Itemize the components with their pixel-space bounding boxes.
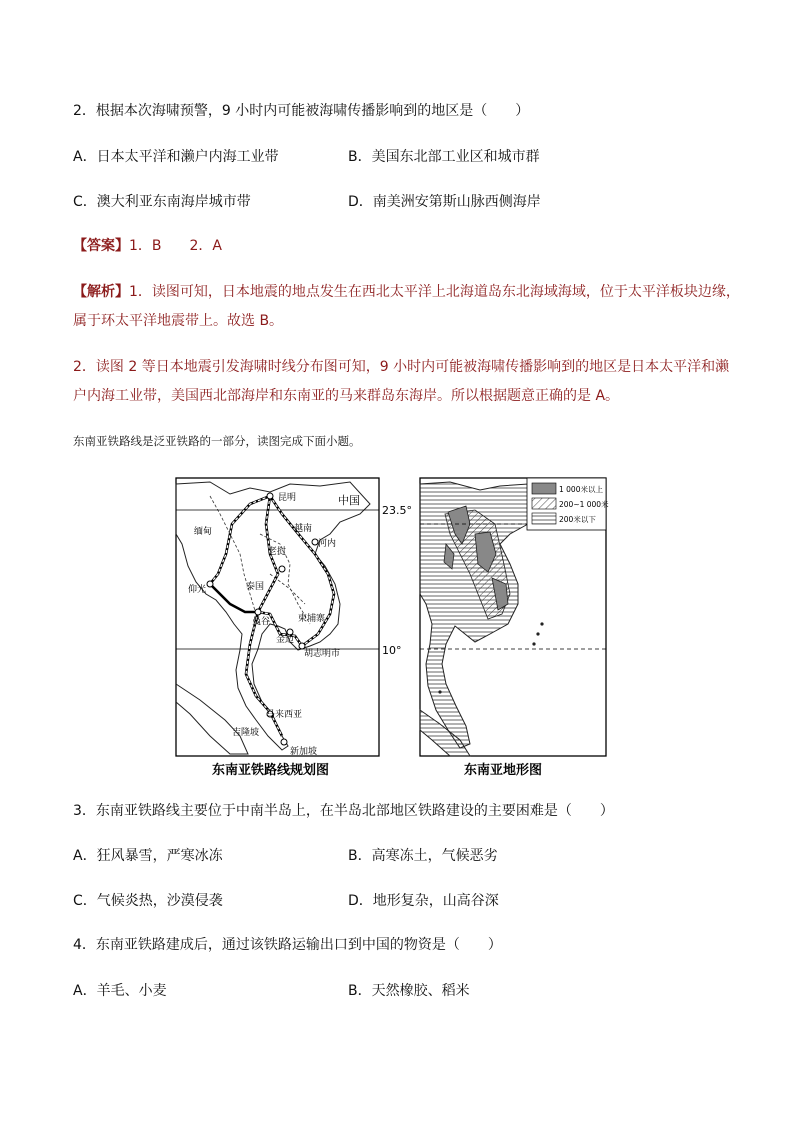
question-4-stem: 4．东南亚铁路建成后，通过该铁路运输出口到中国的物资是（ ） bbox=[73, 937, 502, 953]
legend-swatch-high bbox=[532, 483, 556, 494]
analysis-line-2: 属于环太平洋地震带上。故选 B。 bbox=[73, 313, 284, 329]
question-4-option-a: A．羊毛、小麦 bbox=[73, 983, 167, 999]
city-kunming-marker bbox=[267, 493, 273, 499]
legend-label-high: 1 000米以上 bbox=[559, 485, 603, 494]
intro-text: 东南亚铁路线是泛亚铁路的一部分，读图完成下面小题。 bbox=[73, 434, 361, 448]
question-3-option-d: D．地形复杂，山高谷深 bbox=[348, 893, 499, 909]
right-map-island-4 bbox=[438, 690, 441, 693]
label-hanoi: 河内 bbox=[318, 539, 337, 549]
question-2-option-b: B．美国东北部工业区和城市群 bbox=[348, 149, 540, 165]
label-lat-10: 10° bbox=[382, 644, 402, 657]
right-map-caption: 东南亚地形图 bbox=[464, 763, 543, 778]
label-hcm: 胡志明市 bbox=[304, 649, 341, 659]
legend-swatch-low bbox=[532, 513, 556, 524]
question-3-option-a: A．狂风暴雪，严寒冰冻 bbox=[73, 848, 223, 864]
question-2-stem: 2．根据本次海啸预警，9 小时内可能被海啸传播影响到的地区是（ ） bbox=[73, 103, 530, 119]
legend-swatch-mid bbox=[532, 498, 556, 509]
question-3-stem: 3．东南亚铁路线主要位于中南半岛上，在半岛北部地区铁路建设的主要困难是（ ） bbox=[73, 803, 614, 819]
question-3-option-b: B．高寒冻土，气候恶劣 bbox=[348, 848, 498, 864]
right-map bbox=[420, 478, 609, 778]
right-map-island-3 bbox=[532, 642, 535, 645]
question-2-option-c: C．澳大利亚东南海岸城市带 bbox=[73, 194, 251, 210]
label-kunming: 昆明 bbox=[278, 493, 297, 503]
question-3-option-c: C．气候炎热，沙漠侵袭 bbox=[73, 893, 223, 909]
question-2-option-a: A．日本太平洋和濑户内海工业带 bbox=[73, 149, 279, 165]
label-singapore: 新加坡 bbox=[290, 747, 318, 757]
label-vietnam: 越南 bbox=[294, 524, 313, 534]
city-bangkok-marker bbox=[255, 609, 261, 615]
analysis-text-1: 1．读图可知，日本地震的地点发生在西北太平洋上北海道岛东北海域海域，位于太平洋板块边缘， bbox=[129, 284, 740, 300]
analysis-label: 【解析】 bbox=[73, 284, 129, 300]
left-map-caption: 东南亚铁路线规划图 bbox=[212, 763, 330, 778]
label-malaysia: 马来西亚 bbox=[266, 710, 303, 720]
label-bangkok: 曼谷 bbox=[252, 617, 271, 627]
right-map-island-2 bbox=[536, 632, 539, 635]
legend-label-low: 200米以下 bbox=[559, 515, 596, 524]
answer-text: 1．B 2．A bbox=[129, 238, 222, 254]
maps-svg bbox=[170, 474, 610, 779]
label-phnompenh: 金边 bbox=[276, 635, 295, 645]
left-map bbox=[176, 478, 412, 778]
label-thailand: 泰国 bbox=[246, 582, 265, 592]
label-cambodia: 柬埔寨 bbox=[298, 614, 326, 624]
analysis-line-4: 户内海工业带，美国西北部海岸和东南亚的马来群岛东海岸。所以根据题意正确的是 A。 bbox=[73, 388, 620, 404]
label-yangon: 仰光 bbox=[188, 585, 207, 595]
analysis-line-3: 2．读图 2 等日本地震引发海啸时线分布图可知，9 小时内可能被海啸传播影响到的地区是日本太平洋和濑 bbox=[73, 359, 730, 375]
answer-line bbox=[73, 236, 222, 256]
legend-label-mid: 200~1 000米 bbox=[559, 500, 609, 509]
label-laos: 老挝 bbox=[268, 547, 287, 557]
label-kl: 吉隆坡 bbox=[232, 728, 260, 738]
label-china: 中国 bbox=[338, 494, 360, 507]
label-lat-23: 23.5° bbox=[382, 504, 412, 517]
analysis-line-1 bbox=[73, 282, 740, 302]
figure-maps bbox=[170, 474, 610, 779]
city-singapore-marker bbox=[281, 739, 287, 745]
answer-label: 【答案】 bbox=[73, 238, 129, 254]
question-4-option-b: B．天然橡胶、稻米 bbox=[348, 983, 470, 999]
right-map-island-1 bbox=[540, 622, 543, 625]
label-myanmar: 缅甸 bbox=[194, 527, 213, 537]
city-yangon-marker bbox=[207, 581, 213, 587]
question-2-option-d: D．南美洲安第斯山脉西侧海岸 bbox=[348, 194, 541, 210]
city-vientiane-marker bbox=[279, 566, 285, 572]
